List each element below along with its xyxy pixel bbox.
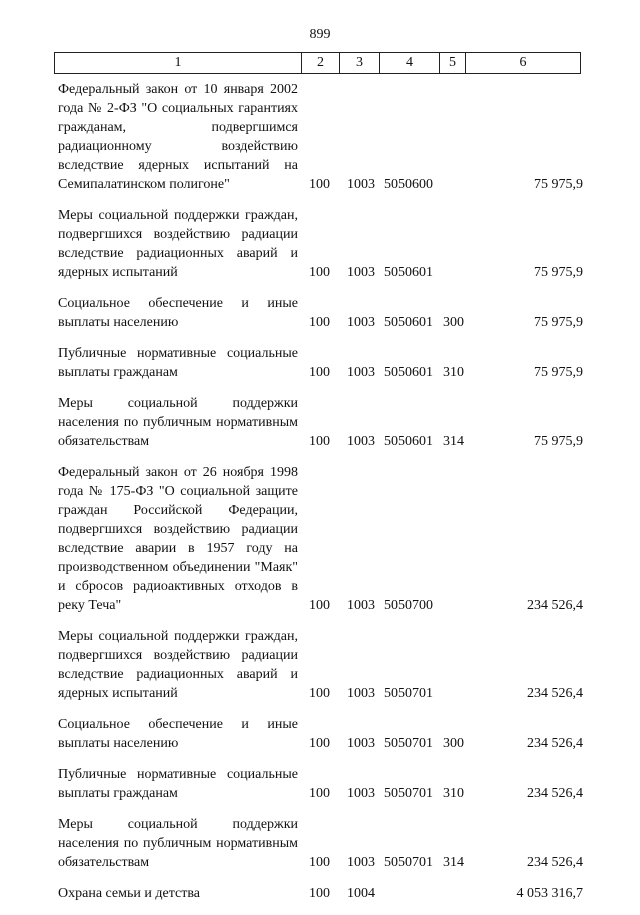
row-col-4: 5050601 (384, 365, 433, 380)
table-row (0, 815, 640, 872)
table-row (0, 80, 640, 194)
row-col-4: 5050601 (384, 265, 433, 280)
row-amount: 234 526,4 (527, 686, 583, 701)
row-col-4: 5050701 (384, 686, 433, 701)
row-name: Меры социальной поддержки населения по публичным нормативным обязательствам (58, 817, 298, 870)
row-col-2: 100 (309, 686, 330, 701)
table-row (0, 463, 640, 615)
row-amount: 234 526,4 (527, 736, 583, 751)
row-col-3: 1003 (347, 686, 375, 701)
row-amount: 234 526,4 (527, 786, 583, 801)
row-col-3: 1003 (347, 365, 375, 380)
table-row (0, 884, 640, 903)
row-amount: 75 975,9 (534, 315, 583, 330)
row-col-4: 5050701 (384, 786, 433, 801)
row-col-3: 1003 (347, 265, 375, 280)
row-name: Охрана семьи и детства (58, 886, 200, 901)
row-col-2: 100 (309, 598, 330, 613)
row-col-2: 100 (309, 855, 330, 870)
row-col-3: 1003 (347, 315, 375, 330)
row-name: Меры социальной поддержки граждан, подвергшихся воздействию радиации вследствие радиационных аварий и ядерных испытаний (58, 208, 298, 280)
header-col-4: 4 (380, 53, 440, 73)
table-row (0, 344, 640, 382)
row-col-5: 310 (443, 365, 464, 380)
row-col-2: 100 (309, 786, 330, 801)
header-col-6: 6 (519, 55, 527, 70)
row-name: Социальное обеспечение и иные выплаты населению (58, 717, 298, 751)
row-name: Федеральный закон от 26 ноября 1998 года № 175-ФЗ "О социальной защите граждан Российской Федерации, подвергшихся воздействию радиации вследствие аварии в 1957 году на производственном объединении "Маяк" и сбросов радиоактивных отходов в реку Теча" (58, 465, 298, 613)
header-col-3: 3 (340, 53, 380, 73)
table-header (54, 52, 581, 74)
row-col-2: 100 (309, 177, 330, 192)
header-col-2: 2 (302, 53, 340, 73)
row-col-3: 1003 (347, 177, 375, 192)
row-name: Публичные нормативные социальные выплаты гражданам (58, 767, 298, 801)
row-amount: 234 526,4 (527, 598, 583, 613)
row-amount: 75 975,9 (534, 434, 583, 449)
table-row (0, 394, 640, 451)
row-amount: 75 975,9 (534, 365, 583, 380)
row-col-2: 100 (309, 315, 330, 330)
row-amount: 75 975,9 (534, 177, 583, 192)
row-col-3: 1003 (347, 786, 375, 801)
row-col-5: 300 (443, 315, 464, 330)
row-col-3: 1003 (347, 855, 375, 870)
table-row (0, 206, 640, 282)
row-col-2: 100 (309, 265, 330, 280)
row-col-3: 1003 (347, 736, 375, 751)
row-amount: 4 053 316,7 (516, 886, 583, 901)
table-row (0, 627, 640, 703)
row-col-4: 5050601 (384, 315, 433, 330)
row-col-3: 1003 (347, 434, 375, 449)
table-row (0, 765, 640, 803)
row-col-4: 5050601 (384, 434, 433, 449)
row-name: Публичные нормативные социальные выплаты гражданам (58, 346, 298, 380)
table-row (0, 715, 640, 753)
table-row (0, 294, 640, 332)
row-col-5: 314 (443, 434, 464, 449)
row-amount: 234 526,4 (527, 855, 583, 870)
row-col-2: 100 (309, 736, 330, 751)
row-col-4: 5050700 (384, 598, 433, 613)
row-col-2: 100 (309, 365, 330, 380)
row-col-2: 100 (309, 886, 330, 901)
page-number: 899 (309, 27, 331, 42)
row-col-2: 100 (309, 434, 330, 449)
row-col-4: 5050701 (384, 855, 433, 870)
row-amount: 75 975,9 (534, 265, 583, 280)
row-col-3: 1003 (347, 598, 375, 613)
header-col-1: 1 (55, 53, 302, 73)
table-body (0, 80, 640, 915)
row-col-4: 5050701 (384, 736, 433, 751)
header-col-5: 5 (440, 53, 466, 73)
row-name: Меры социальной поддержки населения по публичным нормативным обязательствам (58, 396, 298, 449)
row-col-5: 310 (443, 786, 464, 801)
row-col-4: 5050600 (384, 177, 433, 192)
row-col-5: 300 (443, 736, 464, 751)
row-name: Социальное обеспечение и иные выплаты населению (58, 296, 298, 330)
row-col-3: 1004 (347, 886, 375, 901)
row-col-5: 314 (443, 855, 464, 870)
row-name: Меры социальной поддержки граждан, подвергшихся воздействию радиации вследствие радиационных аварий и ядерных испытаний (58, 629, 298, 701)
row-name: Федеральный закон от 10 января 2002 года № 2-ФЗ "О социальных гарантиях гражданам, подвергшимся радиационному воздействию вследствие ядерных испытаний на Семипалатинском полигоне" (58, 82, 298, 192)
